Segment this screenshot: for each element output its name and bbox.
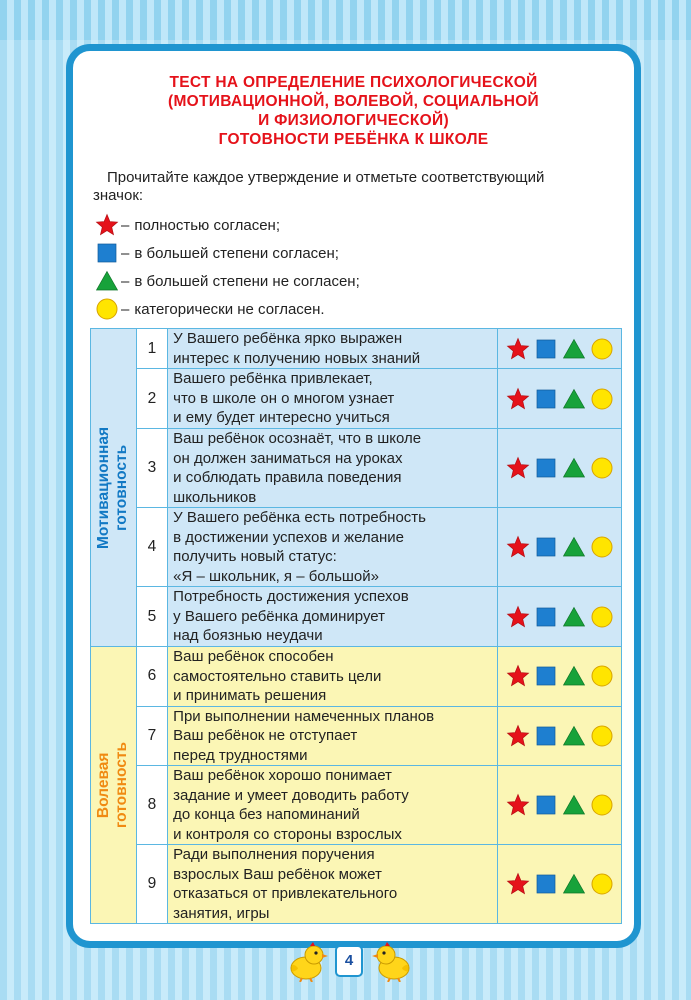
red-star-icon[interactable] — [506, 337, 530, 361]
statement-line: и принимать решения — [173, 687, 327, 704]
red-star-icon[interactable] — [506, 605, 530, 629]
statement-line: У Вашего ребёнка ярко выражен — [173, 330, 403, 347]
statement-line: взрослых Ваш ребёнок может — [173, 865, 382, 883]
statement-line: школьников — [173, 488, 257, 506]
category-label: Мотивационная — [95, 426, 113, 549]
statement-line: занятия, игры — [173, 904, 270, 922]
red-star-icon[interactable] — [506, 535, 530, 559]
yellow-circle-icon[interactable] — [590, 724, 614, 748]
legend-dash: – — [121, 272, 130, 290]
legend-item — [93, 267, 360, 295]
statement-text — [168, 587, 498, 647]
category-volitional — [91, 647, 137, 924]
yellow-circle-icon[interactable] — [590, 793, 614, 817]
red-star-icon[interactable] — [506, 387, 530, 411]
red-star-icon[interactable] — [506, 872, 530, 896]
yellow-circle-icon[interactable] — [590, 872, 614, 896]
test-table — [90, 328, 622, 924]
symbol-legend — [93, 211, 360, 323]
statement-line: и контроля со стороны взрослых — [173, 825, 402, 843]
statement-line: что в школе он о многом узнает — [173, 389, 395, 407]
red-star-icon[interactable] — [506, 724, 530, 748]
title-line: ТЕСТ НА ОПРЕДЕЛЕНИЕ ПСИХОЛОГИЧЕСКОЙ — [169, 74, 538, 91]
title-line: ГОТОВНОСТИ РЕБЁНКА К ШКОЛЕ — [218, 131, 489, 148]
red-star-icon[interactable] — [506, 664, 530, 688]
statement-text — [168, 845, 498, 924]
statement-line: задание и умеет доводить работу — [173, 786, 409, 804]
row-number: 8 — [136, 766, 167, 845]
table-row — [91, 508, 622, 587]
answer-options — [498, 369, 622, 429]
blue-square-icon[interactable] — [534, 535, 558, 559]
statement-line: интерес к получению новых знаний — [173, 349, 421, 367]
statement-line: У Вашего ребёнка есть потребность — [173, 509, 426, 526]
green-triangle-icon[interactable] — [562, 724, 586, 748]
green-triangle-icon[interactable] — [562, 872, 586, 896]
row-number: 6 — [136, 647, 167, 707]
table-row — [91, 587, 622, 647]
category-label: Волевая — [95, 752, 113, 818]
table-row — [91, 647, 622, 707]
table-row — [91, 706, 622, 766]
statement-line: у Вашего ребёнка доминирует — [173, 607, 386, 625]
row-number: 2 — [136, 369, 167, 429]
statement-line: и соблюдать правила поведения — [173, 469, 402, 486]
yellow-circle-icon — [93, 297, 121, 321]
statement-line: до конца без напоминаний — [173, 806, 360, 823]
statement-line: Ваш ребёнок осознаёт, что в школе — [173, 430, 422, 447]
yellow-circle-icon[interactable] — [590, 387, 614, 411]
green-triangle-icon — [93, 269, 121, 293]
row-number: 1 — [136, 329, 167, 369]
table-row — [91, 329, 622, 369]
green-triangle-icon[interactable] — [562, 337, 586, 361]
test-card — [66, 44, 641, 948]
row-number: 5 — [136, 587, 167, 647]
answer-options — [498, 587, 622, 647]
statement-text — [168, 647, 498, 707]
answer-options — [498, 647, 622, 707]
yellow-circle-icon[interactable] — [590, 535, 614, 559]
legend-dash: – — [121, 216, 130, 234]
red-star-icon — [93, 213, 121, 237]
title-line: И ФИЗИОЛОГИЧЕСКОЙ) — [258, 112, 449, 129]
statement-line: Ваш ребёнок хорошо понимает — [173, 767, 392, 784]
blue-square-icon[interactable] — [534, 872, 558, 896]
blue-square-icon — [93, 241, 121, 265]
title-line: (МОТИВАЦИОННОЙ, ВОЛЕВОЙ, СОЦИАЛЬНОЙ — [168, 93, 539, 110]
blue-square-icon[interactable] — [534, 337, 558, 361]
statement-text — [168, 706, 498, 766]
legend-item — [93, 211, 360, 239]
answer-options — [498, 706, 622, 766]
category-label: готовность — [113, 444, 131, 531]
yellow-circle-icon[interactable] — [590, 337, 614, 361]
statement-line: «Я – школьник, я – большой» — [173, 567, 379, 585]
table-row — [91, 369, 622, 429]
blue-square-icon[interactable] — [534, 605, 558, 629]
statement-text — [168, 429, 498, 508]
red-star-icon[interactable] — [506, 793, 530, 817]
statement-line: При выполнении намеченных планов — [173, 707, 435, 725]
blue-square-icon[interactable] — [534, 664, 558, 688]
blue-square-icon[interactable] — [534, 793, 558, 817]
yellow-circle-icon[interactable] — [590, 605, 614, 629]
answer-options — [498, 508, 622, 587]
legend-item — [93, 239, 360, 267]
green-triangle-icon[interactable] — [562, 387, 586, 411]
red-star-icon[interactable] — [506, 456, 530, 480]
top-stripe-band — [0, 0, 691, 40]
page-title — [73, 73, 634, 149]
row-number: 9 — [136, 845, 167, 924]
legend-text: в большей степени не согласен; — [134, 272, 360, 290]
statement-text — [168, 508, 498, 587]
yellow-circle-icon[interactable] — [590, 456, 614, 480]
statement-line: и ему будет интересно учиться — [173, 409, 390, 427]
statement-line: Потребность достижения успехов — [173, 588, 409, 606]
legend-dash: – — [121, 300, 130, 318]
answer-options — [498, 429, 622, 508]
chick-right-icon — [372, 942, 416, 987]
legend-item — [93, 295, 360, 323]
statement-line: Ваш ребёнок способен — [173, 648, 334, 665]
statement-line: перед трудностями — [173, 746, 308, 764]
green-triangle-icon[interactable] — [562, 605, 586, 629]
yellow-circle-icon[interactable] — [590, 664, 614, 688]
green-triangle-icon[interactable] — [562, 793, 586, 817]
page-number: 4 — [335, 945, 363, 977]
answer-options — [498, 845, 622, 924]
table-row — [91, 766, 622, 845]
statement-line: получить новый статус: — [173, 548, 337, 565]
row-number: 3 — [136, 429, 167, 508]
answer-options — [498, 329, 622, 369]
statement-text — [168, 329, 498, 369]
green-triangle-icon[interactable] — [562, 535, 586, 559]
blue-square-icon[interactable] — [534, 456, 558, 480]
statement-line: над боязнью неудачи — [173, 627, 323, 645]
statement-line: он должен заниматься на уроках — [173, 449, 403, 467]
legend-text: полностью согласен; — [134, 216, 281, 234]
instructions-line: Прочитайте каждое утверждение и отметьте соответствующий — [107, 169, 545, 186]
instructions-line: значок: — [93, 187, 144, 204]
category-label: готовность — [113, 741, 131, 829]
statement-text — [168, 369, 498, 429]
legend-dash: – — [121, 244, 130, 262]
statement-line: отказаться от привлекательного — [173, 885, 398, 902]
category-motivational — [91, 329, 137, 647]
table-row — [91, 845, 622, 924]
chick-left-icon — [284, 942, 328, 987]
statement-line: в достижении успехов и желание — [173, 528, 405, 546]
blue-square-icon[interactable] — [534, 387, 558, 411]
green-triangle-icon[interactable] — [562, 664, 586, 688]
answer-options — [498, 766, 622, 845]
legend-text: категорически не согласен. — [134, 300, 325, 318]
blue-square-icon[interactable] — [534, 724, 558, 748]
instructions — [93, 169, 623, 205]
table-row — [91, 429, 622, 508]
statement-line: Вашего ребёнка привлекает, — [173, 370, 373, 388]
row-number: 7 — [136, 706, 167, 766]
statement-line: самостоятельно ставить цели — [173, 667, 382, 685]
statement-line: Ваш ребёнок не отступает — [173, 727, 358, 744]
statement-line: Ради выполнения поручения — [173, 846, 375, 863]
row-number: 4 — [136, 508, 167, 587]
statement-text — [168, 766, 498, 845]
green-triangle-icon[interactable] — [562, 456, 586, 480]
legend-text: в большей степени согласен; — [134, 244, 339, 262]
